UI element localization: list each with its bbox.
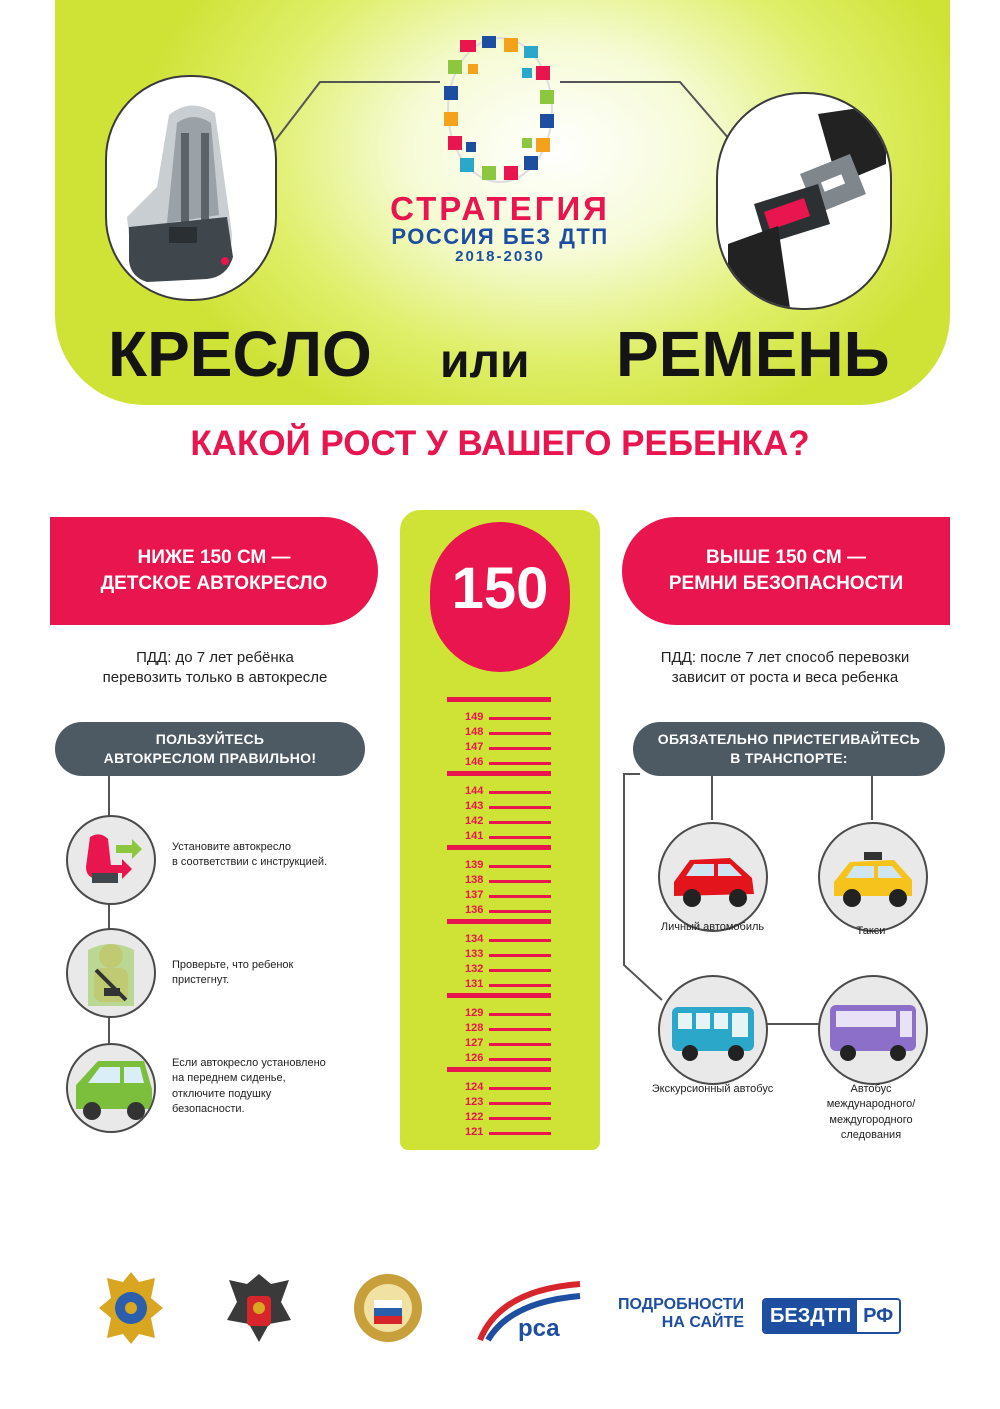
above-150-line2: РЕМНИ БЕЗОПАСНОСТИ (668, 573, 904, 594)
step-1-text (172, 840, 372, 871)
ruler-minor-tick (489, 969, 551, 972)
ruler-minor-tick (489, 747, 551, 750)
step-2-line2: пристегнут. (172, 974, 230, 987)
ruler-tick-label: 141 (465, 830, 484, 842)
use-seat-correctly-banner (55, 722, 365, 776)
ruler-minor-tick (489, 954, 551, 957)
right-banner-line2: В ТРАНСПОРТЕ: (730, 750, 848, 766)
ruler-tick-label: 126 (465, 1052, 484, 1064)
ruler-tick-label: 128 (465, 1022, 484, 1034)
ruler-tick-label: 138 (465, 874, 484, 886)
ruler-major-tick (447, 697, 551, 702)
ruler-mark-value: 150 (451, 556, 549, 621)
car-seat-icon (107, 77, 275, 299)
intercity-bus-label (800, 1082, 942, 1144)
step-3-line2: на переднем сиденье, (172, 1072, 286, 1085)
ruler-minor-tick (489, 895, 551, 898)
gibdd-emblem-icon (350, 1270, 426, 1346)
car-seat-arrows-icon (68, 817, 154, 903)
ruler-minor-tick (489, 1102, 551, 1105)
below-150-line1: НИЖЕ 150 СМ — (137, 547, 291, 569)
taxi-circle (818, 822, 928, 932)
intercity-bus-line4: следования (840, 1129, 902, 1142)
step-3-line4: безопасности. (172, 1103, 245, 1116)
ruler-tick-label: 121 (465, 1126, 484, 1138)
step-3-line3: отключите подушку (172, 1087, 272, 1100)
ruler-minor-tick (489, 1087, 551, 1090)
ruler-tick-label: 136 (465, 904, 484, 916)
ruler-tick-label: 133 (465, 948, 484, 960)
taxi-label: Такси (856, 925, 886, 937)
ruler-minor-tick (489, 910, 551, 913)
site-caption-line2: НА САЙТЕ (661, 1314, 744, 1332)
seat-belt-circle (716, 92, 892, 310)
strategy-logo-text (340, 192, 660, 266)
ruler-tick-label: 124 (465, 1081, 484, 1093)
ruler-minor-tick (489, 939, 551, 942)
ruler-tick-label: 134 (465, 933, 484, 945)
above-150-pill (622, 517, 950, 625)
left-rule-line2: перевозить только в автокресле (102, 668, 328, 686)
ruler-tick-label: 131 (465, 978, 484, 990)
green-car-icon (68, 1045, 154, 1131)
ruler-minor-tick (489, 1132, 551, 1135)
ruler-tick-label: 127 (465, 1037, 484, 1049)
logo-line1: СТРАТЕГИЯ (390, 190, 610, 227)
step-3-line1: Если автокресло установлено (172, 1057, 326, 1069)
private-car-label: Личный автомобиль (660, 921, 765, 933)
below-150-line2: ДЕТСКОЕ АВТОКРЕСЛО (100, 573, 328, 594)
site-link-main: БЕЗДТП (764, 1300, 857, 1332)
buckled-child-icon (68, 930, 154, 1016)
height-question: КАКОЙ РОСТ У ВАШЕГО РЕБЕНКА? (190, 424, 810, 463)
headline-word-belt: РЕМЕНЬ (616, 318, 890, 390)
ruler-major-tick (447, 1067, 551, 1072)
step-3-text (172, 1056, 372, 1118)
ruler-tick-label: 129 (465, 1007, 484, 1019)
left-rule-line1: ПДД: до 7 лет ребёнка (136, 649, 294, 666)
ruler-minor-tick (489, 806, 551, 809)
ruler-major-tick (447, 919, 551, 924)
mvd-emblem-icon (223, 1268, 295, 1348)
intercity-bus-line2: международного/ (826, 1098, 916, 1111)
ruler-minor-tick (489, 984, 551, 987)
logo-line2: РОССИЯ БЕЗ ДТП (391, 224, 609, 249)
ruler-minor-tick (489, 836, 551, 839)
right-rule-line1: ПДД: после 7 лет способ перевозки (660, 649, 910, 666)
step-2-circle (66, 928, 156, 1018)
ruler-minor-tick (489, 821, 551, 824)
ruler-minor-tick (489, 732, 551, 735)
step-1-circle (66, 815, 156, 905)
ruler-minor-tick (489, 1013, 551, 1016)
above-150-line1: ВЫШЕ 150 СМ — (706, 547, 866, 569)
step-1-line1: Установите автокресло (172, 841, 292, 853)
ruler-tick-label: 139 (465, 859, 484, 871)
seat-belt-icon (718, 94, 890, 308)
ministry-transport-emblem-icon (95, 1268, 167, 1348)
ruler-tick-label: 147 (465, 741, 484, 753)
car-seat-circle (105, 75, 277, 301)
headline-word-seat: КРЕСЛО (108, 318, 372, 390)
strategy-logo-graphic (440, 30, 560, 190)
taxi-icon (820, 824, 926, 930)
step-2-line1: Проверьте, что ребенок (172, 959, 294, 971)
ruler-major-tick (447, 771, 551, 776)
ruler-tick-label: 137 (465, 889, 484, 901)
ruler-minor-tick (489, 1043, 551, 1046)
ruler-tick-label: 142 (465, 815, 484, 827)
tour-bus-circle (658, 975, 768, 1085)
intercity-bus-circle (818, 975, 928, 1085)
site-caption (612, 1296, 744, 1333)
ruler-minor-tick (489, 880, 551, 883)
ruler-minor-tick (489, 791, 551, 794)
rsa-logo-icon (470, 1280, 585, 1342)
left-rule-text (60, 648, 370, 687)
left-banner-line2: АВТОКРЕСЛОМ ПРАВИЛЬНО! (103, 750, 317, 766)
headline-conjunction: или (440, 335, 530, 388)
ruler-minor-tick (489, 717, 551, 720)
step-1-line2: в соответствии с инструкцией. (172, 856, 328, 869)
step-3-circle (66, 1043, 156, 1133)
right-rule-line2: зависит от роста и веса ребенка (671, 668, 899, 686)
step-2-text (172, 958, 372, 989)
right-rule-text (620, 648, 950, 687)
ruler-tick-label: 132 (465, 963, 484, 975)
ruler-major-tick (447, 993, 551, 998)
ruler-tick-label: 122 (465, 1111, 484, 1123)
intercity-bus-line3: междугородного (829, 1113, 913, 1126)
ruler-minor-tick (489, 762, 551, 765)
site-caption-line1: ПОДРОБНОСТИ (618, 1296, 744, 1313)
site-link[interactable] (762, 1298, 901, 1334)
below-150-pill (50, 517, 378, 625)
ruler-tick-label: 149 (465, 711, 484, 723)
red-car-icon (660, 824, 766, 930)
logo-years: 2018-2030 (455, 248, 545, 266)
ruler-ticks (447, 697, 557, 1142)
intercity-bus-line1: Автобус (850, 1083, 892, 1095)
intercity-bus-icon (820, 977, 926, 1083)
ruler-tick-label: 123 (465, 1096, 484, 1108)
svg-text:рса: рса (518, 1315, 560, 1342)
ruler-minor-tick (489, 1117, 551, 1120)
private-car-circle (658, 822, 768, 932)
left-banner-line1: ПОЛЬЗУЙТЕСЬ (155, 731, 265, 748)
site-link-tld: РФ (857, 1300, 899, 1332)
ruler-minor-tick (489, 1058, 551, 1061)
ruler-tick-label: 146 (465, 756, 484, 768)
ruler-major-tick (447, 845, 551, 850)
right-banner-line1: ОБЯЗАТЕЛЬНО ПРИСТЕГИВАЙТЕСЬ (657, 731, 921, 748)
tour-bus-icon (660, 977, 766, 1083)
ruler-minor-tick (489, 1028, 551, 1031)
ruler-minor-tick (489, 865, 551, 868)
ruler-tick-label: 144 (465, 785, 484, 797)
tour-bus-label: Экскурсионный автобус (651, 1083, 774, 1095)
ruler-tick-label: 148 (465, 726, 484, 738)
zero-mosaic-icon (440, 30, 560, 190)
ruler-tick-label: 143 (465, 800, 484, 812)
